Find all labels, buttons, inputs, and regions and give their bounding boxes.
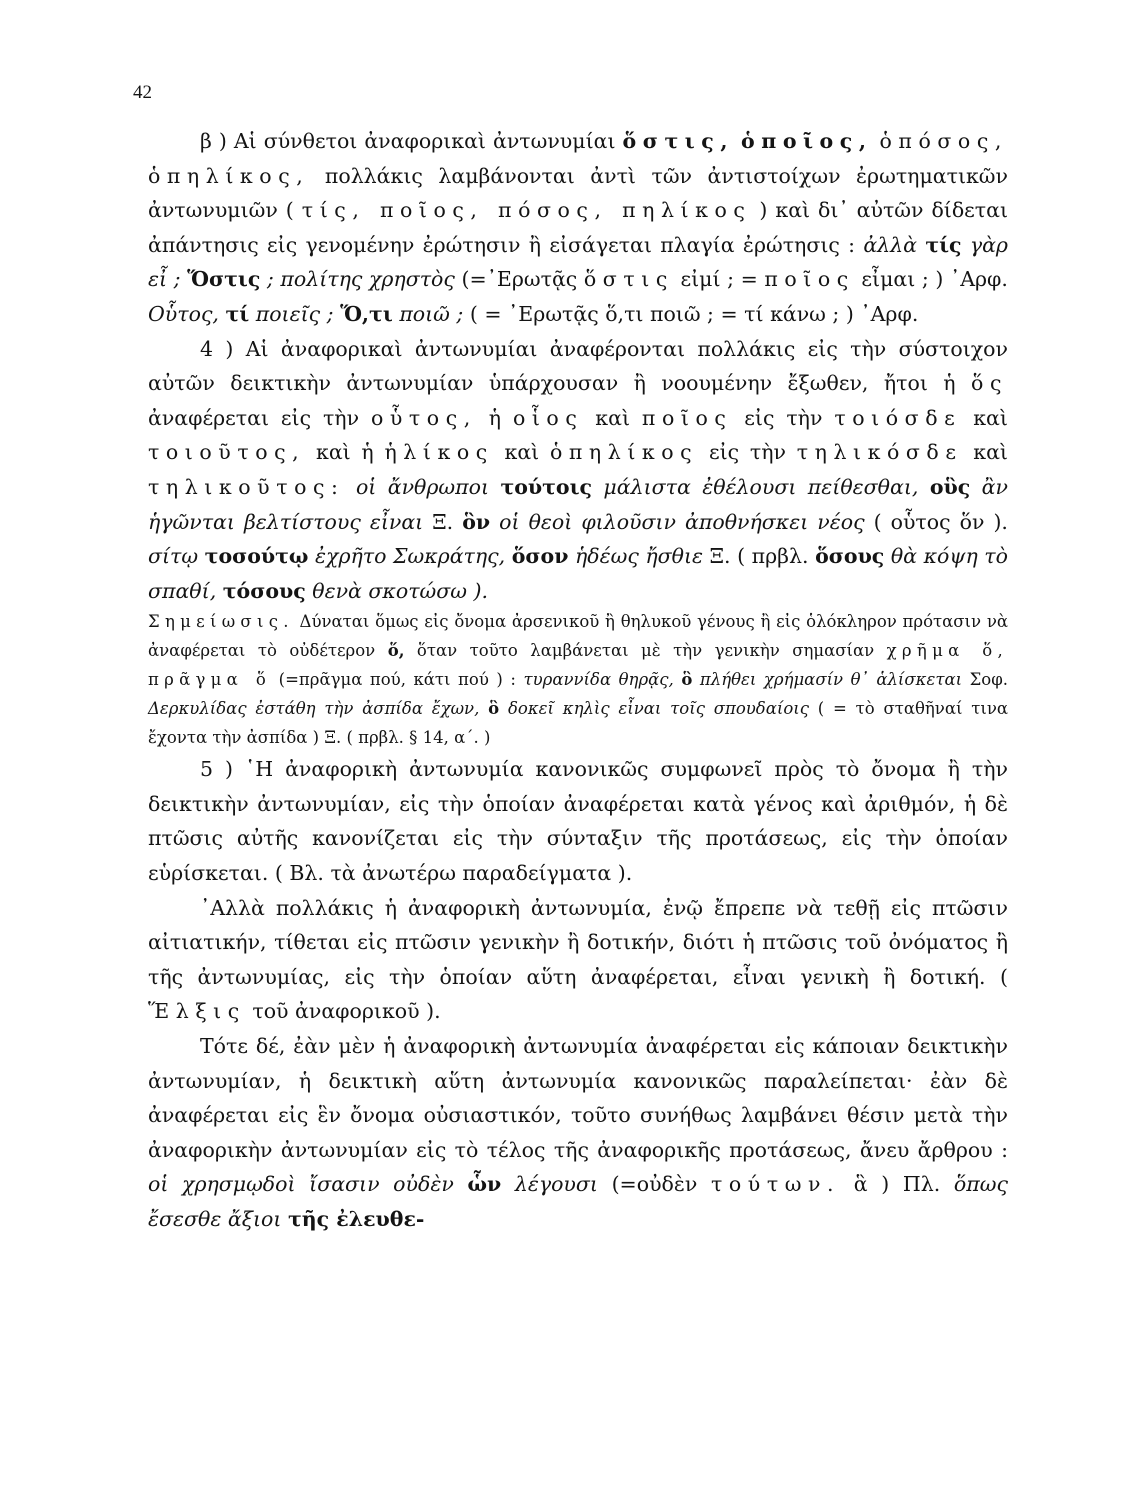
section-b-paragraph: β ) Αἱ σύνθετοι ἀναφορικαὶ ἀντωνυμίαι ὅστις, ὁποῖος, ὁπόσος, ὁπηλίκος, πολλάκις λαμβάνονται ἀντὶ τῶν ἀντιστοίχων ἐρωτηματικῶν ἀντωνυμιῶν ( τίς, ποῖος, πόσος, πηλίκος ) καὶ δι᾽ αὐτῶν δίδεται ἀπάντησις εἰς γενομένην ἐρώτησιν ἢ εἰσάγεται πλαγία ἐρώτησις : ἀλλὰ τίς γὰρ εἶ ; Ὅστις ; πολίτης χρηστὸς (=᾽Ερωτᾷς ὅστις εἰμί ; = ποῖος εἶμαι ; ) ᾽Αρφ. Οὗτος, τί ποιεῖς ; Ὅ,τι ποιῶ ; ( = ᾽Ερωτᾷς ὅ,τι ποιῶ ; = τί κάνω ; ) ᾽Αρφ.	[148, 129, 1009, 326]
section-5-paragraph: 5 ) ῾Η ἀναφορικὴ ἀντωνυμία κανονικῶς συμφωνεῖ πρὸς τὸ ὄνομα ἢ τὴν δεικτικὴν ἀντωνυμίαν, εἰς τὴν ὁποίαν ἀναφέρεται κατὰ γένος καὶ ἀριθμόν, ἡ δὲ πτῶσις αὐτῆς κανονίζεται εἰς τὴν σύνταξιν τῆς προτάσεως, εἰς τὴν ὁποίαν εὑρίσκεται. ( Βλ. τὰ ἀνωτέρω παραδείγματα ).	[148, 757, 1008, 886]
note-label: Σημείωσις.	[148, 612, 294, 632]
attraction-paragraph: ᾽Αλλὰ πολλάκις ἡ ἀναφορικὴ ἀντωνυμία, ἐνῷ ἔπρεπε νὰ τεθῇ εἰς πτῶσιν αἰτιατικήν, τίθεται εἰς πτῶσιν γενικὴν ἢ δοτικήν, διότι ἡ πτῶσις τοῦ ὀνόματος ἢ τῆς ἀντωνυμίας, εἰς τὴν ὁποίαν αὕτη ἀναφέρεται, εἶναι γενικὴ ἢ δοτική. ( Ἕλξις τοῦ ἀναφορικοῦ ).	[148, 895, 1008, 1024]
page-body	[148, 124, 1008, 1237]
page-number: 42	[133, 82, 152, 103]
section-4-paragraph: 4 ) Αἱ ἀναφορικαὶ ἀντωνυμίαι ἀναφέρονται πολλάκις εἰς τὴν σύστοιχον αὐτῶν δεικτικὴν ἀντωνυμίαν ὑπάρχουσαν ἢ νοουμένην ἔξωθεν, ἤτοι ἡ ὅς ἀναφέρεται εἰς τὴν οὗτος, ἡ οἷος καὶ ποῖος εἰς τὴν τοιόσδε καὶ τοιοῦτος, καὶ ἡ ἡλίκος καὶ ὁπηλίκος εἰς τὴν τηλικόσδε καὶ τηλικοῦτος: οἱ ἄνθρωποι τούτοις μάλιστα ἐθέλουσι πείθεσθαι, οὓς ἂν ἡγῶνται βελτίστους εἶναι Ξ. ὃν οἱ θεοὶ φιλοῦσιν ἀποθνήσκει νέος ( οὗτος ὅν ). σίτῳ τοσούτῳ ἐχρῆτο Σωκράτης, ὅσον ἡδέως ἤσθιε Ξ. ( πρβλ. ὅσους θὰ κόψη τὸ σπαθί, τόσους θενὰ σκοτώσω ).	[148, 336, 1008, 603]
note-paragraph: Σημείωσις. Δύναται ὅμως εἰς ὄνομα ἀρσενικοῦ ἢ θηλυκοῦ γένους ἢ εἰς ὁλόκληρον πρότασιν νὰ ἀναφέρεται τὸ οὐδέτερον ὅ, ὅταν τοῦτο λαμβάνεται μὲ τὴν γενικὴν σημασίαν χρῆμα ὅ, πρᾶγμα ὅ (=πρᾶγμα πού, κάτι πού ) : τυραννίδα θηρᾷς, ὃ πλήθει χρήμασίν θ᾽ ἁλίσκεται Σοφ. Δερκυλίδας ἐστάθη τὴν ἀσπίδα ἔχων, ὃ δοκεῖ κηλὶς εἶναι τοῖς σπουδαίοις ( = τὸ σταθῆναί τινα ἔχοντα τὴν ἀσπίδα ) Ξ. ( πρβλ. § 14, α΄. )	[148, 612, 1009, 747]
closing-paragraph: Τότε δέ, ἐὰν μὲν ἡ ἀναφορικὴ ἀντωνυμία ἀναφέρεται εἰς κάποιαν δεικτικὴν ἀντωνυμίαν, ἡ δεικτικὴ αὕτη ἀντωνυμία κανονικῶς παραλείπεται· ἐὰν δὲ ἀναφέρεται εἰς ἓν ὄνομα οὐσιαστικόν, τοῦτο συνήθως λαμβάνει θέσιν μετὰ τὴν ἀναφορικὴν ἀντωνυμίαν εἰς τὸ τέλος τῆς ἀναφορικῆς προτάσεως, ἄνευ ἄρθρου : οἱ χρησμῳδοὶ ἴσασιν οὐδὲν ὧν λέγουσι (=οὐδὲν τούτων. ἃ ) Πλ. ὅπως ἔσεσθε ἄξιοι τῆς ἐλευθε-	[148, 1034, 1008, 1232]
